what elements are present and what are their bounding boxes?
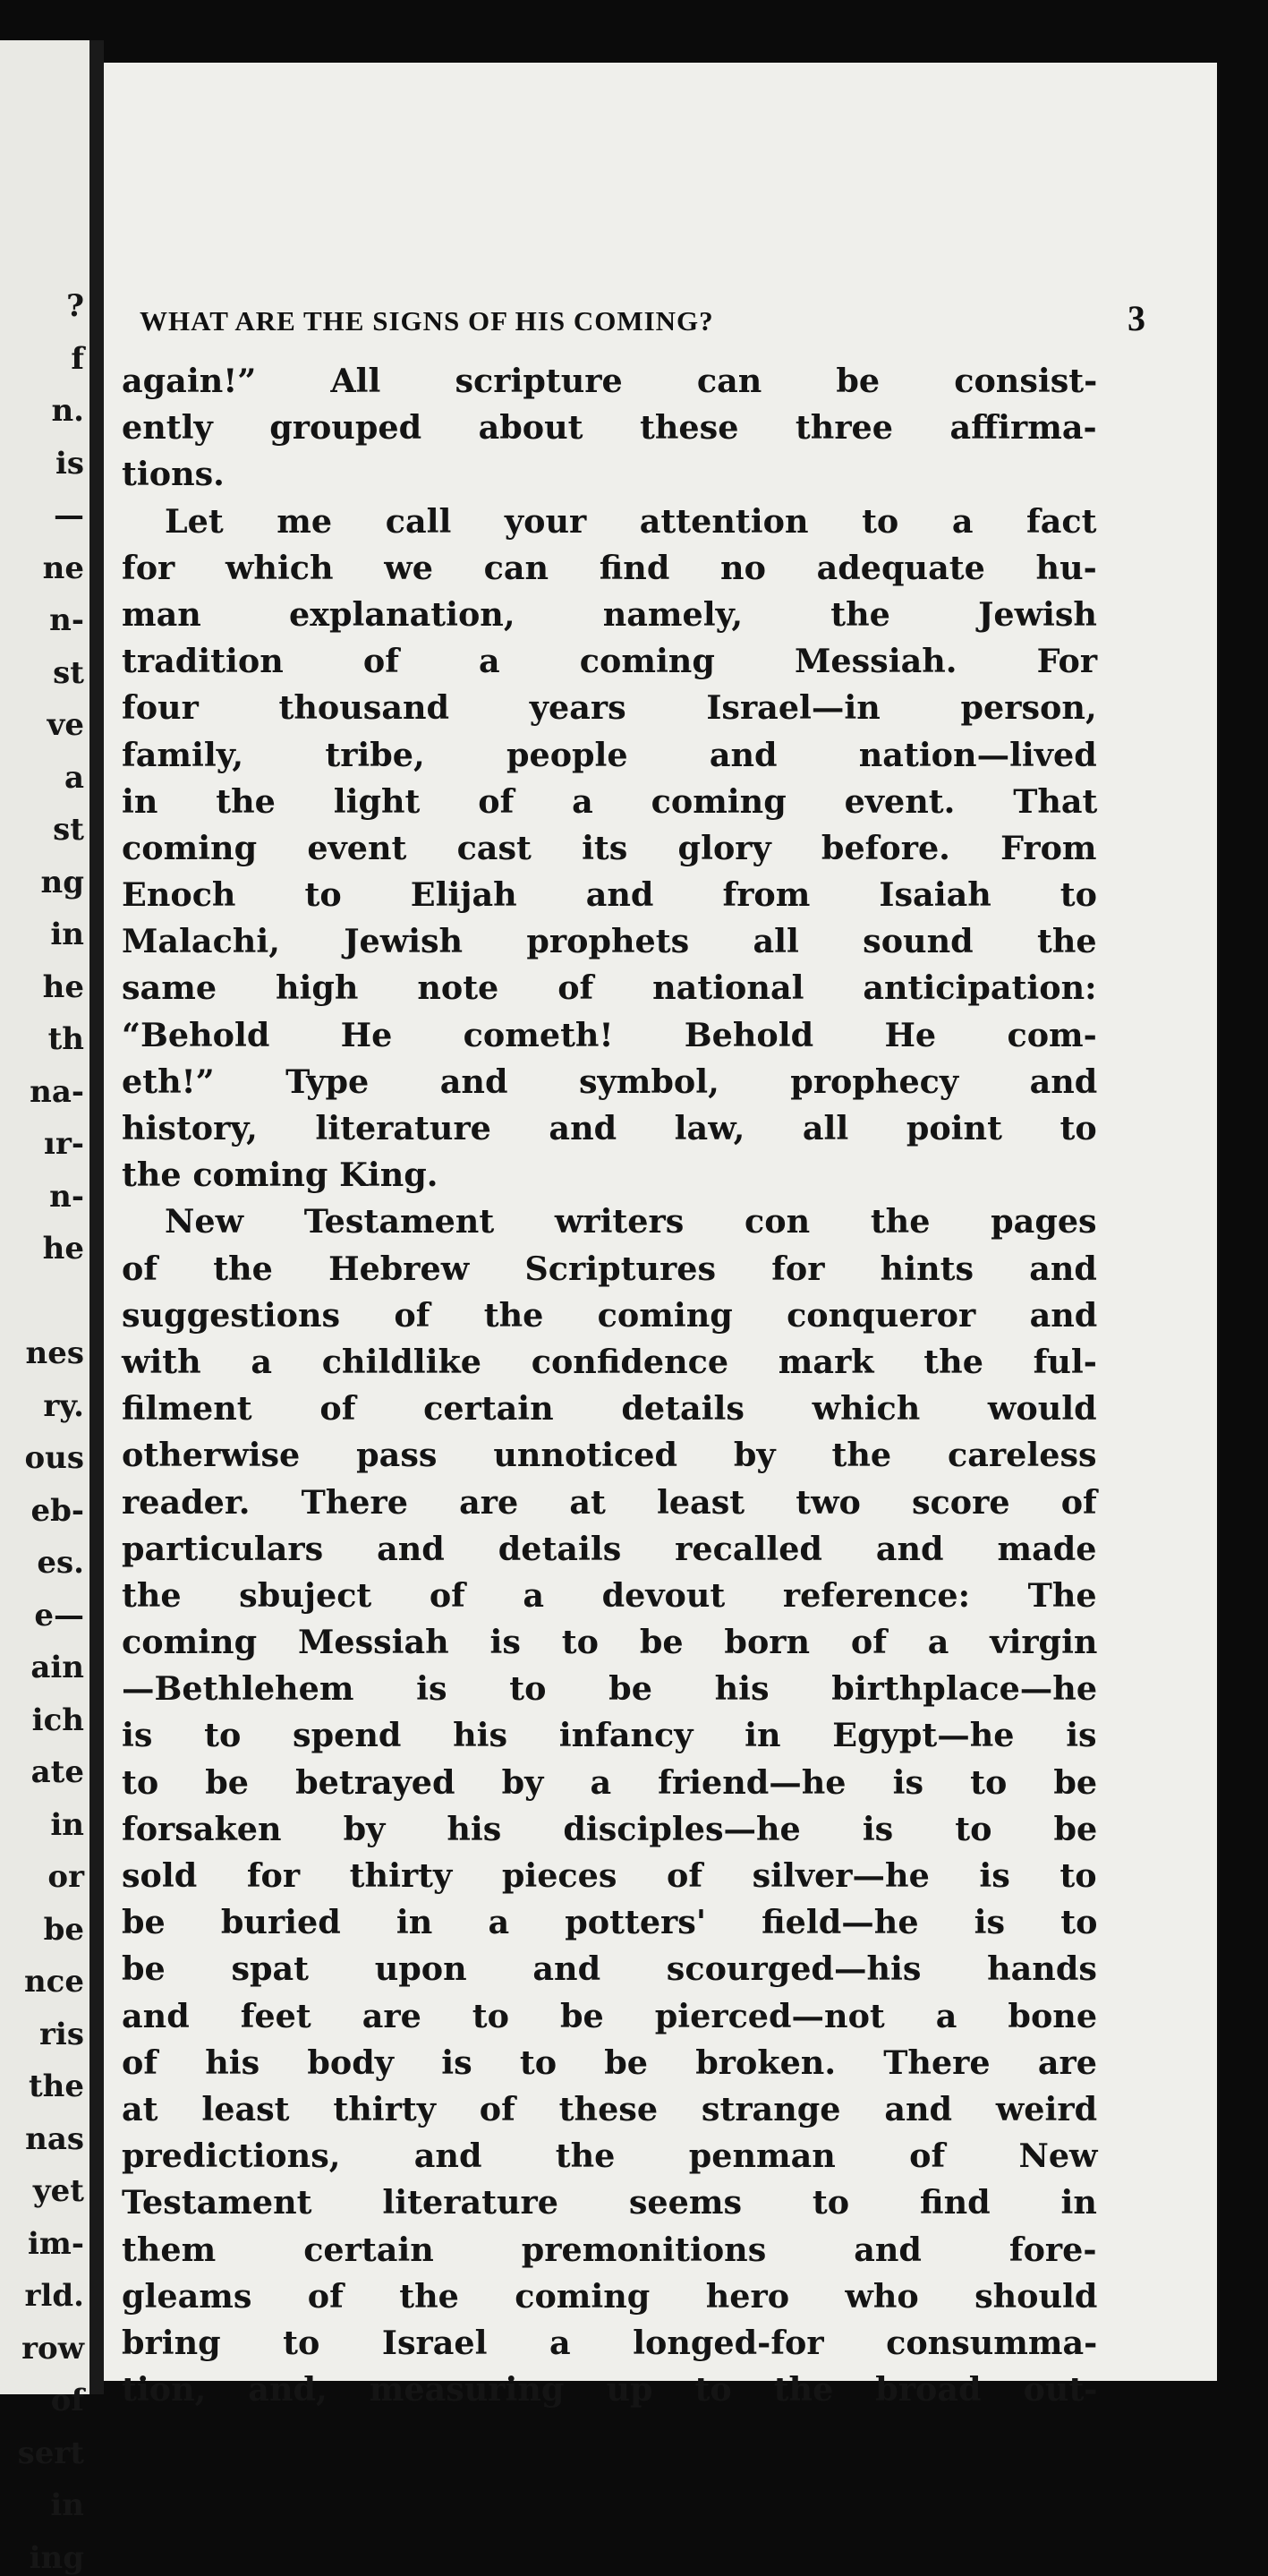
text-line: suggestions of the coming conqueror and: [122, 1295, 1098, 1335]
text-line: same high note of national anticipation:: [122, 968, 1097, 1008]
text-line: to be betrayed by a friend—he is to be: [122, 1762, 1098, 1802]
facing-page-fragment: ain: [30, 1650, 84, 1685]
facing-page-fragment: th: [47, 1021, 84, 1057]
text-line: of the Hebrew Scriptures for hints and: [122, 1249, 1097, 1288]
book-page: [104, 63, 1217, 2410]
facing-page-fragment: ve: [47, 707, 84, 743]
facing-page-fragment: ng: [40, 864, 84, 900]
facing-page-fragment: f: [71, 340, 84, 377]
text-line: four thousand years Israel—in person,: [122, 688, 1097, 728]
facing-page-fragment: rld.: [24, 2278, 84, 2314]
facing-page-fragment: na-: [30, 1073, 84, 1110]
running-head: [140, 297, 1145, 339]
facing-page-fragment: sert: [17, 2435, 84, 2471]
text-line: is to spend his infancy in Egypt—he is: [122, 1716, 1097, 1755]
facing-page-fragment: ry.: [43, 1387, 84, 1424]
text-line: reader. There are at least two score of: [122, 1482, 1097, 1522]
text-line: predictions, and the penman of New: [122, 2137, 1098, 2176]
text-line: eth!” Type and symbol, prophecy and: [122, 1062, 1098, 1101]
text-line: coming Messiah is to be born of a virgin: [122, 1623, 1098, 1662]
facing-page-fragment: st: [53, 654, 84, 691]
facing-page-fragment: yet: [32, 2173, 84, 2209]
facing-page-fragment: the: [28, 2068, 84, 2104]
facing-page-fragment: n-: [49, 602, 84, 638]
text-line: forsaken by his disciples—he is to be: [122, 1809, 1098, 1848]
facing-page-fragment: be: [43, 1911, 84, 1948]
facing-page-fragment: ır-: [44, 1126, 84, 1162]
text-line: in the light of a coming event. That: [122, 781, 1098, 821]
facing-page-fragment: ne: [42, 550, 84, 586]
facing-page-fragment: of: [50, 2383, 84, 2418]
text-line: the coming King.: [122, 1156, 438, 1195]
facing-page-edge: [0, 40, 89, 2576]
facing-page-fragment: in: [50, 2487, 84, 2523]
facing-page-fragment: ?: [66, 288, 84, 324]
facing-page-fragment: es.: [37, 1545, 84, 1581]
text-line: with a childlike confidence mark the ful-: [122, 1342, 1097, 1381]
text-line: bring to Israel a longed-for consumma-: [122, 2323, 1098, 2362]
text-line: be spat upon and scourged—his hands: [122, 1949, 1097, 1989]
text-line: Enoch to Elijah and from Isaiah to: [122, 875, 1097, 915]
text-line: gleams of the coming hero who should: [122, 2276, 1098, 2316]
facing-page-fragment: row: [21, 2330, 84, 2367]
facing-page-fragment: nas: [25, 2120, 84, 2157]
facing-page-fragment: eb-: [30, 1492, 84, 1529]
text-line: for which we can find no adequate hu-: [122, 548, 1097, 587]
facing-page-fragment: e—: [34, 1597, 84, 1633]
text-line: coming event cast its glory before. From: [122, 828, 1097, 867]
text-line: family, tribe, people and nation—lived: [122, 735, 1097, 774]
facing-page-fragment: or: [47, 1859, 84, 1895]
text-line: Let me call your attention to a fact: [165, 501, 1097, 541]
text-line: the sbuject of a devout reference: The: [122, 1575, 1097, 1615]
text-line: “Behold He cometh! Behold He com-: [122, 1015, 1097, 1054]
text-line: filment of certain details which would: [122, 1389, 1097, 1429]
facing-page-fragment: he: [42, 968, 84, 1005]
facing-page-fragment: a: [64, 759, 84, 796]
text-line: New Testament writers con the pages: [165, 1202, 1097, 1241]
facing-page-fragment: nes: [25, 1335, 84, 1371]
body-text: [122, 358, 1097, 2413]
facing-page-fragment: nce: [23, 1964, 84, 2000]
text-line: Testament literature seems to find in: [122, 2183, 1097, 2222]
text-line: Malachi, Jewish prophets all sound the: [122, 922, 1097, 961]
facing-page-fragment: in: [50, 1806, 84, 1843]
facing-page-fragment: im-: [27, 2225, 84, 2262]
facing-page-fragment: st: [53, 812, 84, 848]
text-line: tions.: [122, 455, 225, 494]
facing-page-fragment: ate: [30, 1754, 84, 1790]
text-line: man explanation, namely, the Jewish: [122, 594, 1097, 634]
facing-page-fragment: n-: [49, 1178, 84, 1215]
text-line: of his body is to be broken. There are: [122, 2043, 1097, 2082]
text-line: at least thirty of these strange and weird: [122, 2089, 1098, 2128]
text-line: tion, and, measuring up to the broad out-: [122, 2370, 1098, 2410]
facing-page-fragment: ing: [29, 2539, 84, 2576]
text-line: and feet are to be pierced—not a bone: [122, 1996, 1098, 2035]
text-line: again!” All scripture can be consist-: [122, 362, 1098, 400]
facing-page-fragment: is: [55, 445, 84, 482]
text-line: them certain premonitions and fore-: [122, 2230, 1097, 2269]
text-line: sold for thirty pieces of silver—he is to: [122, 1856, 1097, 1895]
page-number: 3: [1128, 298, 1145, 338]
text-line: tradition of a coming Messiah. For: [122, 642, 1098, 681]
facing-page-fragment: —: [54, 498, 84, 533]
text-line: particulars and details recalled and made: [122, 1529, 1097, 1568]
text-line: otherwise pass unnoticed by the careless: [122, 1436, 1097, 1475]
text-line: history, literature and law, all point to: [122, 1109, 1097, 1147]
book-gutter: [89, 40, 104, 2394]
text-line: ently grouped about these three affirma-: [122, 408, 1097, 448]
facing-page-fragment: n.: [51, 393, 84, 429]
running-title: WHAT ARE THE SIGNS OF HIS COMING?: [140, 305, 714, 337]
facing-page-fragment: ris: [39, 2016, 84, 2052]
text-line: —Bethlehem is to be his birthplace—he: [122, 1669, 1098, 1709]
facing-page-fragment: in: [50, 917, 84, 952]
text-line: be buried in a potters' field—he is to: [122, 1903, 1098, 1942]
facing-page-fragment: ich: [31, 1702, 84, 1738]
facing-page-fragment: he: [42, 1231, 84, 1267]
facing-page-fragment: ous: [24, 1440, 84, 1476]
